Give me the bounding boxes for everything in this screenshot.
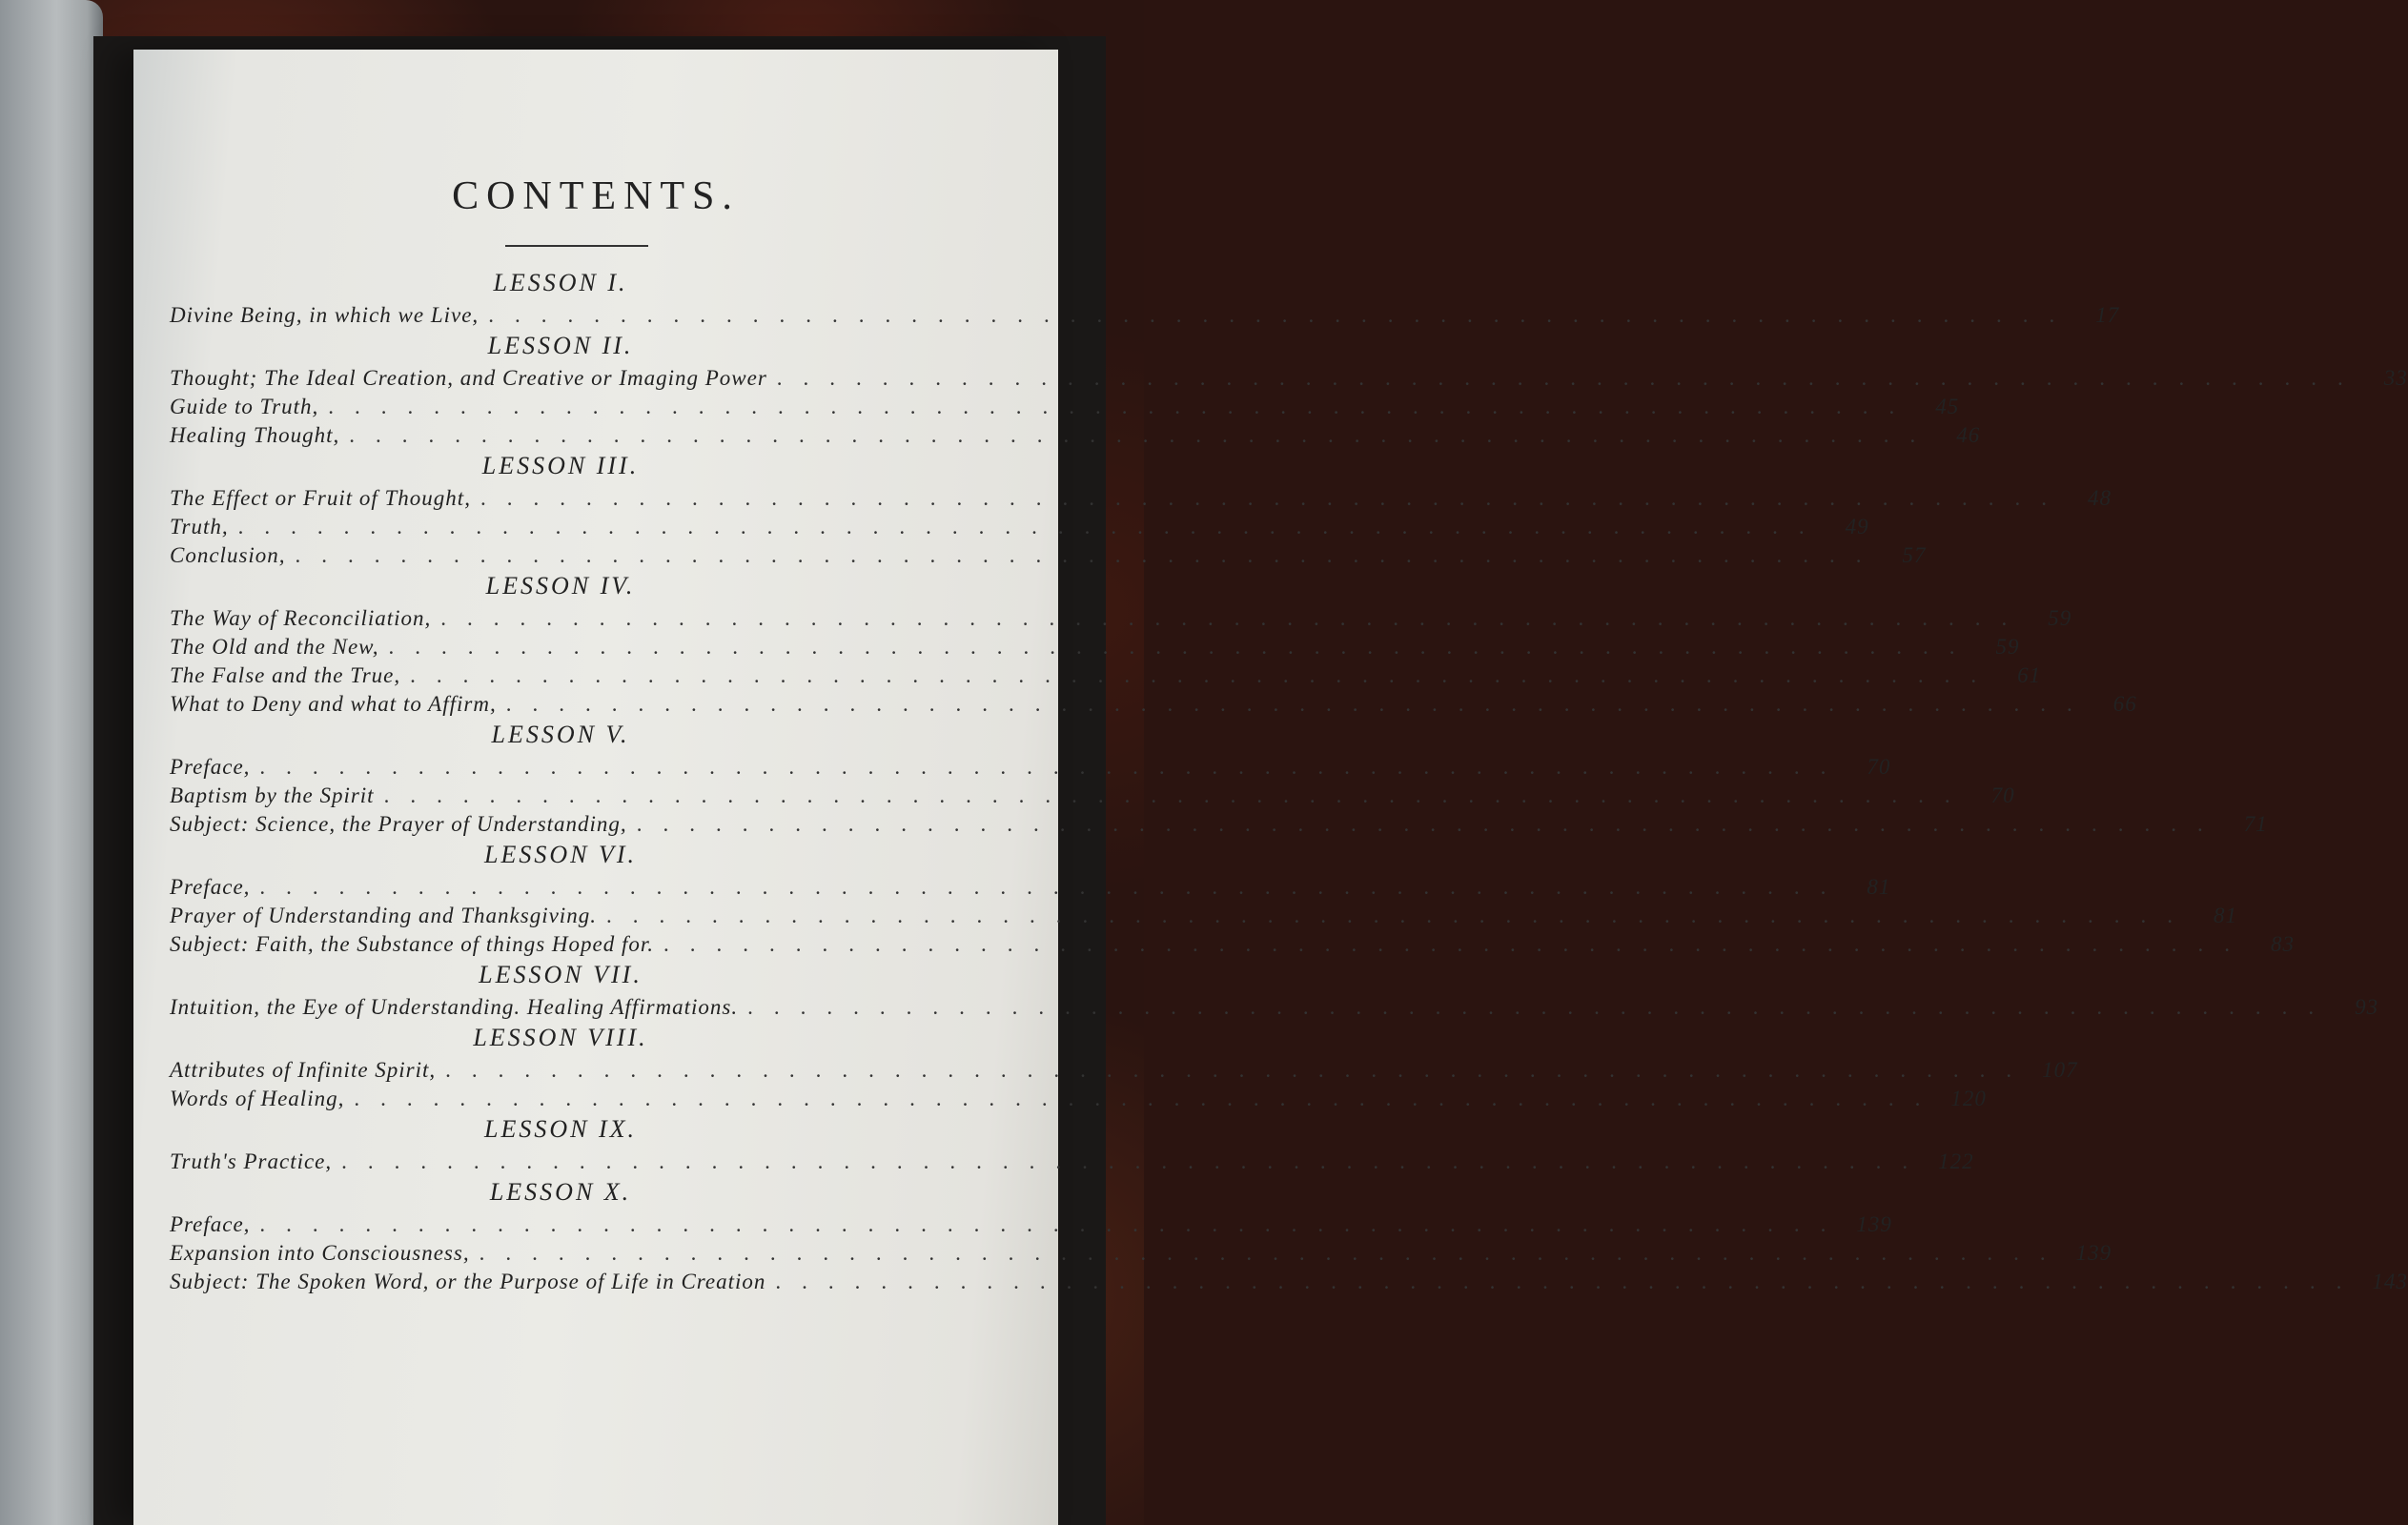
dot-leader: ............................................................ [445,1058,2033,1082]
entry-title: Baptism by the Spirit [170,783,375,807]
entry-title: Divine Being, in which we Live, [170,303,480,327]
dot-leader: ............................................................ [440,606,2029,630]
dot-leader: ............................................................ [605,904,2194,927]
dot-leader: ............................................................ [354,1087,1942,1110]
entry-title: Subject: Science, the Prayer of Understanding, [170,812,627,836]
entry-title: Subject: Faith, the Substance of things Hoped for. [170,932,655,956]
entry-page-number: 33 [2383,366,2408,390]
entry-title: Words of Healing, [170,1087,345,1110]
entry-title: The False and the True, [170,663,401,687]
toc-entry [170,930,2296,959]
entry-page-number: 59 [2048,606,2072,630]
dot-leader: ............................................................ [237,515,1826,539]
heading-rule [505,245,648,247]
lesson-heading: LESSON VI. [484,841,637,868]
entry-title: Healing Thought, [170,423,340,447]
entry-title: Prayer of Understanding and Thanksgiving. [170,904,597,927]
dot-leader: ............................................................ [259,1212,1847,1236]
dot-leader: ............................................................ [775,1270,2363,1293]
entry-page-number: 93 [2355,995,2379,1019]
dot-leader: ............................................................ [480,486,2068,510]
toc-entry [170,661,2042,690]
toc-entry [170,753,1891,782]
toc-entry [170,541,1927,570]
toc-entry [170,993,2379,1022]
contents-page [133,50,2408,1525]
toc-entry [170,604,2072,633]
entry-page-number: 66 [2112,692,2137,716]
entry-page-number: 122 [1938,1149,1974,1173]
dot-leader: ............................................................ [388,635,1976,659]
dot-leader: ............................................................ [636,812,2224,836]
toc-entry [170,513,1869,541]
entry-page-number: 61 [2017,663,2042,687]
entry-title: Preface, [170,875,251,899]
entry-title: What to Deny and what to Affirm, [170,692,497,716]
toc-entry [170,633,2020,661]
entry-page-number: 81 [1867,875,1891,899]
dot-leader: ............................................................ [747,995,2336,1019]
entry-page-number: 143 [2372,1270,2408,1293]
toc-entry [170,782,2015,810]
entry-page-number: 120 [1950,1087,1987,1110]
dot-leader: ............................................................ [663,932,2252,956]
entry-title: Expansion into Consciousness, [170,1241,470,1265]
toc-entry [170,1148,1974,1176]
dot-leader: ............................................................ [295,543,1883,567]
dot-leader: ............................................................ [259,755,1847,779]
toc-entry [170,421,1981,450]
lesson-heading: LESSON X. [489,1178,632,1206]
lesson-heading: LESSON III. [481,452,640,479]
contents-heading: CONTENTS. [452,174,740,218]
lesson-heading: LESSON II. [487,332,634,359]
entry-title: Thought; The Ideal Creation, and Creative or Imaging Power [170,366,767,390]
toc-entry [170,902,2237,930]
dot-leader: ............................................................ [410,663,1998,687]
toc-entry [170,1268,2408,1296]
lesson-heading: LESSON I. [493,269,628,296]
toc-entry [170,301,2120,330]
facing-page-edge [0,0,103,1525]
dot-leader: ............................................................ [383,783,1971,807]
entry-page-number: 70 [1867,755,1891,779]
lesson-heading: LESSON VII. [479,961,643,988]
entry-title: Subject: The Spoken Word, or the Purpose of Life in Creation [170,1270,766,1293]
lesson-heading: LESSON V. [491,721,630,748]
entry-page-number: 139 [2075,1241,2112,1265]
entry-page-number: 17 [2095,303,2120,327]
entry-page-number: 49 [1845,515,1869,539]
entry-page-number: 107 [2042,1058,2078,1082]
toc-entry [170,1056,2078,1085]
entry-page-number: 71 [2243,812,2268,836]
lesson-heading: LESSON VIII. [473,1024,648,1051]
toc-entry [170,484,2112,513]
entry-page-number: 70 [1990,783,2015,807]
toc-entry [170,690,2137,719]
lesson-heading: LESSON IX. [484,1115,637,1143]
entry-title: The Effect or Fruit of Thought, [170,486,471,510]
entry-page-number: 48 [2087,486,2112,510]
dot-leader: ............................................................ [349,423,1937,447]
entry-title: Attributes of Infinite Spirit, [170,1058,437,1082]
dot-leader: ............................................................ [328,395,1916,418]
dot-leader: ............................................................ [341,1149,1929,1173]
entry-title: Intuition, the Eye of Understanding. Healing Affirmations. [170,995,739,1019]
entry-page-number: 59 [1995,635,2020,659]
toc-entry [170,1085,1987,1113]
entry-page-number: 45 [1935,395,1960,418]
entry-title: Truth, [170,515,229,539]
dot-leader: ............................................................ [259,875,1847,899]
entry-title: Preface, [170,755,251,779]
toc-entry [170,873,1891,902]
dot-leader: ............................................................ [479,1241,2067,1265]
toc-entry [170,393,1960,421]
dot-leader: ............................................................ [505,692,2093,716]
table-of-contents [170,267,2408,1296]
toc-entry [170,364,2408,393]
toc-entry [170,1210,1892,1239]
dot-leader: ............................................................ [488,303,2076,327]
entry-page-number: 139 [1856,1212,1892,1236]
entry-title: The Old and the New, [170,635,379,659]
entry-title: The Way of Reconciliation, [170,606,432,630]
entry-title: Preface, [170,1212,251,1236]
entry-title: Conclusion, [170,543,286,567]
toc-entry [170,810,2268,839]
entry-title: Truth's Practice, [170,1149,333,1173]
dot-leader: ............................................................ [776,366,2364,390]
entry-page-number: 83 [2271,932,2296,956]
entry-title: Guide to Truth, [170,395,319,418]
toc-entry [170,1239,2112,1268]
entry-page-number: 81 [2213,904,2237,927]
lesson-heading: LESSON IV. [485,572,636,600]
entry-page-number: 46 [1956,423,1981,447]
entry-page-number: 57 [1902,543,1927,567]
